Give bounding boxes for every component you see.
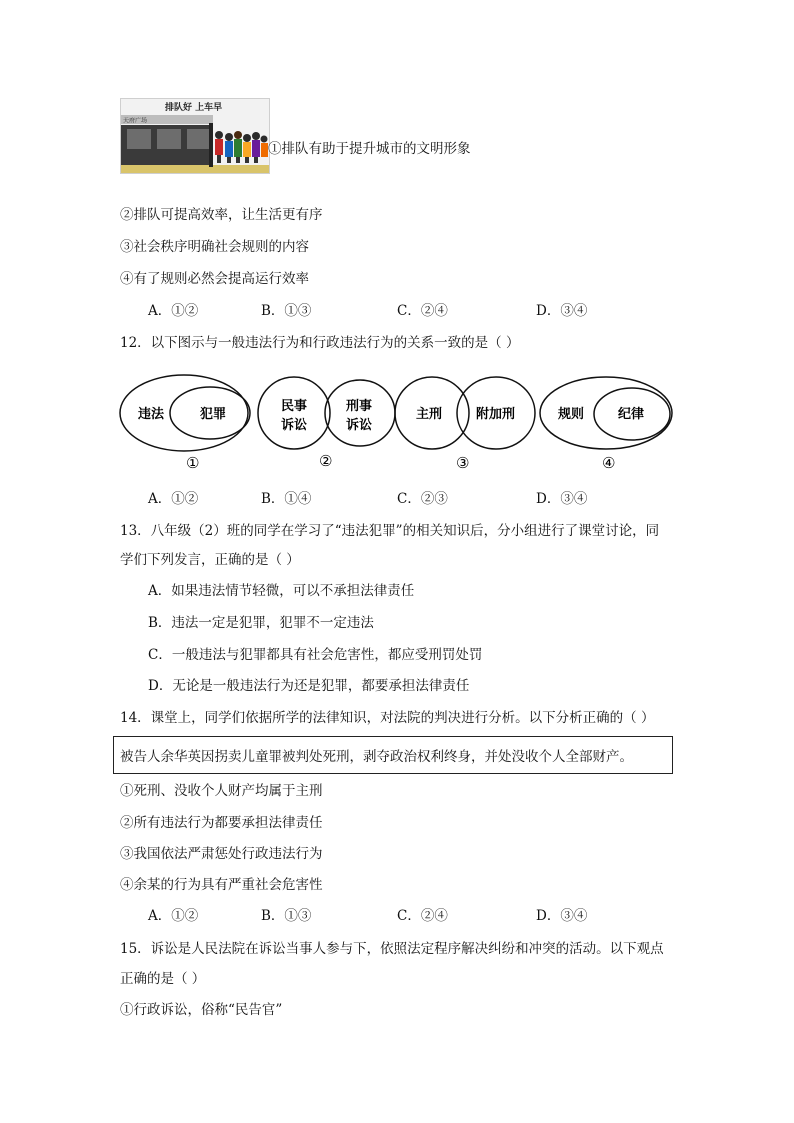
q14-option-c[interactable]: C．②④	[397, 908, 448, 924]
diagram-3-number: ③	[456, 454, 470, 472]
q14-statement-3: ③我国依法严肃惩处行政违法行为	[120, 846, 323, 862]
q14-material-box	[113, 736, 673, 774]
q13-option-d[interactable]: D．无论是一般违法行为还是犯罪，都要承担法律责任	[148, 678, 470, 694]
q11-option-d[interactable]: D．③④	[536, 303, 588, 319]
q15-statement-1: ①行政诉讼，俗称“民告官”	[120, 1002, 283, 1018]
diagram-2-left-label-1: 民事	[281, 399, 308, 414]
queue-illustration-svg	[121, 99, 269, 173]
diagram-4	[540, 377, 672, 472]
q12-option-c[interactable]: C．②③	[397, 491, 448, 507]
q11-statement-3: ③社会秩序明确社会规则的内容	[120, 239, 309, 255]
diagram-2-left-label-2: 诉讼	[281, 418, 308, 433]
q15-stem-line-2: 正确的是（ ）	[120, 971, 206, 987]
q14-stem: 14．课堂上，同学们依据所学的法律知识，对法院的判决进行分析。以下分析正确的（ ）	[120, 710, 655, 726]
diagram-2-number: ②	[319, 452, 333, 470]
diagram-2-right-label-1: 刑事	[346, 399, 373, 414]
image-sign: 天府广场	[123, 117, 148, 125]
q11-statement-2: ②排队可提高效率，让生活更有序	[120, 207, 323, 223]
q13-option-b[interactable]: B．违法一定是犯罪，犯罪不一定违法	[148, 615, 374, 631]
q12-option-d[interactable]: D．③④	[536, 491, 588, 507]
q11-statement-1: ①排队有助于提升城市的文明形象	[268, 141, 471, 157]
diagram-3	[395, 377, 535, 472]
q11-option-c[interactable]: C．②④	[397, 303, 448, 319]
q14-material-text: 被告人余华英因拐卖儿童罪被判处死刑，剥夺政治权利终身，并处没收个人全部财产。	[120, 749, 633, 765]
q14-statement-4: ④余某的行为具有严重社会危害性	[120, 877, 323, 893]
q14-option-a[interactable]: A．①②	[148, 908, 199, 924]
q13-stem-line-1: 13．八年级（2）班的同学在学习了“违法犯罪”的相关知识后，分小组进行了课堂讨论，同	[120, 523, 660, 539]
q12-option-a[interactable]: A．①②	[148, 491, 199, 507]
queue-illustration	[120, 98, 270, 174]
diagram-4-number: ④	[602, 454, 616, 472]
q11-statement-4: ④有了规则必然会提高运行效率	[120, 271, 309, 287]
q13-option-c[interactable]: C．一般违法与犯罪都具有社会危害性，都应受刑罚处罚	[148, 647, 483, 663]
q14-statement-1: ①死刑、没收个人财产均属于主刑	[120, 783, 323, 799]
q12-diagrams	[118, 372, 678, 476]
diagram-1	[120, 375, 250, 472]
q11-option-b[interactable]: B．①③	[261, 303, 312, 319]
diagram-1-inner-label: 犯罪	[200, 407, 227, 422]
diagram-2	[258, 377, 395, 470]
q15-stem-line-1: 15．诉讼是人民法院在诉讼当事人参与下，依照法定程序解决纠纷和冲突的活动。以下观点	[120, 941, 664, 957]
diagram-4-inner-label: 纪律	[618, 407, 645, 422]
diagram-3-left-label: 主刑	[416, 407, 443, 422]
q14-statement-2: ②所有违法行为都要承担法律责任	[120, 815, 323, 831]
q13-stem-line-2: 学们下列发言，正确的是（ ）	[120, 552, 300, 568]
diagram-4-outer-label: 规则	[558, 407, 585, 422]
diagram-1-number: ①	[186, 454, 200, 472]
q13-option-a[interactable]: A．如果违法情节轻微，可以不承担法律责任	[148, 583, 415, 599]
q11-option-a[interactable]: A．①②	[148, 303, 199, 319]
image-caption: 排队好 上车早	[165, 103, 223, 113]
q14-option-d[interactable]: D．③④	[536, 908, 588, 924]
q12-option-b[interactable]: B．①④	[261, 491, 312, 507]
diagram-3-right-label: 附加刑	[476, 407, 516, 422]
diagram-2-right-label-2: 诉讼	[346, 418, 373, 433]
q14-option-b[interactable]: B．①③	[261, 908, 312, 924]
q12-stem: 12．以下图示与一般违法行为和行政违法行为的关系一致的是（ ）	[120, 335, 520, 351]
diagram-1-outer-label: 违法	[138, 407, 165, 422]
